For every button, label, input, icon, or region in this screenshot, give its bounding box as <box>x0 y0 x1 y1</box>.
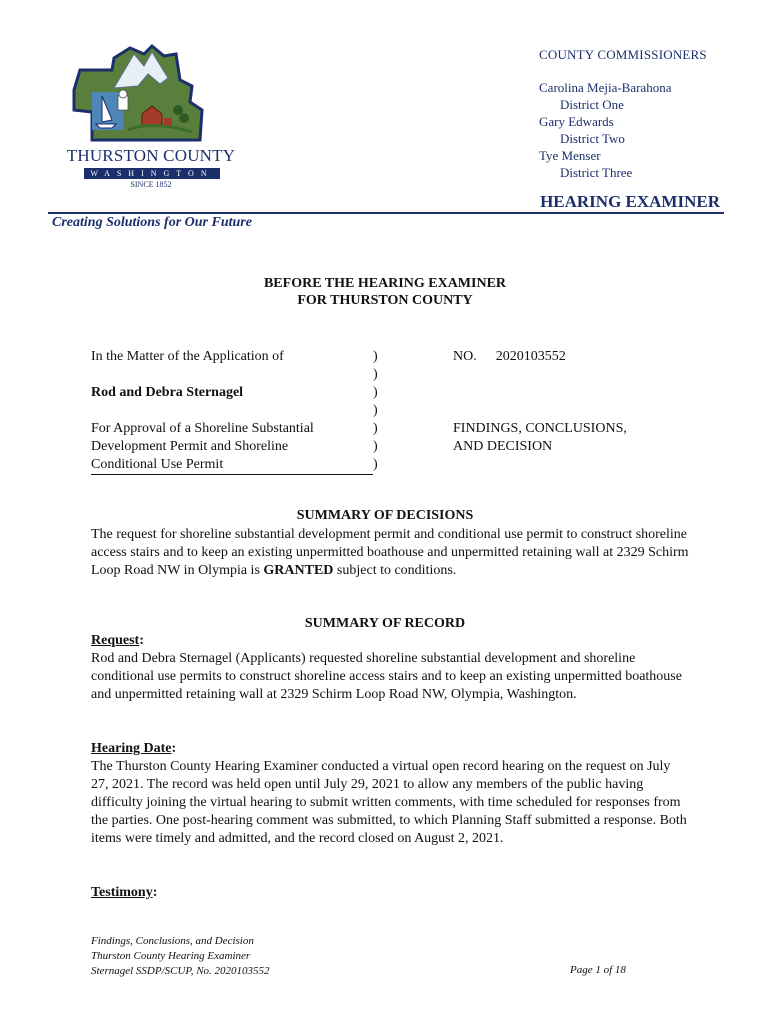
hearing-text: The Thurston County Hearing Examiner conducted a virtual open record hearing on the request on July 27, 2021. The record was held open until July 29, 2021 to allow any members of the public having difficulty joining the virtual hearing to submit written comments, with time scheduled for responses from the parties. One post-hearing comment was submitted, to which Planning Staff submitted a response. Both items were timely and admitted, and the record closed on August 2, 2021. <box>91 759 687 846</box>
commissioners-block <box>539 46 749 181</box>
colon: : <box>139 633 144 648</box>
paren: ) <box>373 403 378 418</box>
colon: : <box>152 885 158 900</box>
summary-decisions-text <box>91 526 691 580</box>
paren: ) <box>373 367 378 382</box>
summary-decisions-heading: SUMMARY OF DECISIONS <box>296 508 474 523</box>
caption-parentheses <box>373 348 383 474</box>
commissioner-name: Tye Menser <box>539 148 601 163</box>
caption-matter: In the Matter of the Application of <box>91 349 284 364</box>
caption-purpose-2: Development Permit and Shoreline <box>91 439 289 454</box>
tagline: Creating Solutions for Our Future <box>52 215 252 230</box>
decision-result: GRANTED <box>263 563 334 578</box>
heading-line-1: BEFORE THE HEARING EXAMINER <box>263 276 507 291</box>
paren: ) <box>373 349 378 364</box>
summary-record-heading: SUMMARY OF RECORD <box>304 616 466 631</box>
heading-line-2: FOR THURSTON COUNTY <box>297 293 473 308</box>
request-label: Request <box>91 633 140 648</box>
page-number: Page 1 of 18 <box>570 964 626 976</box>
county-name: THURSTON COUNTY <box>66 146 236 165</box>
testimony-section <box>91 884 691 902</box>
case-number-label: NO. <box>453 349 477 364</box>
page-footer <box>91 934 270 979</box>
hearing-label: Hearing Date <box>91 741 172 756</box>
paren: ) <box>373 439 378 454</box>
testimony-label: Testimony <box>91 885 153 900</box>
county-map-seal-icon <box>52 40 252 150</box>
colon: : <box>171 741 177 756</box>
doc-type-line-1: FINDINGS, CONCLUSIONS, <box>453 421 627 436</box>
decision-text-end: subject to conditions. <box>333 563 457 578</box>
commissioner-district: District Three <box>560 165 633 180</box>
footer-line-2: Thurston County Hearing Examiner <box>91 950 251 962</box>
commissioner-name: Gary Edwards <box>539 114 614 129</box>
paren: ) <box>373 421 378 436</box>
paren: ) <box>373 385 378 400</box>
header-divider <box>48 212 724 214</box>
footer-line-3: Sternagel SSDP/SCUP, No. 2020103552 <box>91 965 270 977</box>
footer-line-1: Findings, Conclusions, and Decision <box>91 935 254 947</box>
hearing-section <box>91 740 691 848</box>
request-text: Rod and Debra Sternagel (Applicants) requested shoreline substantial development and shoreline conditional use permits to construct shoreline access stairs and to keep an existing unpermitted boathouse and unpermitted retaining wall at 2329 Schirm Loop Road NW, Olympia, Washington. <box>91 651 682 702</box>
decision-text: The request for shoreline substantial development permit and conditional use permit to construct shoreline access stairs and to keep an existing unpermitted boathouse and unpermitted retaining wall at 2329 Schirm Loop Road NW in Olympia is <box>91 527 689 578</box>
state-banner: WASHINGTON <box>84 168 220 179</box>
caption-applicants: Rod and Debra Sternagel <box>91 385 244 400</box>
commissioners-heading: COUNTY COMMISSIONERS <box>539 47 707 62</box>
case-number-value: 2020103552 <box>495 349 566 364</box>
commissioner-district: District One <box>560 97 624 112</box>
since-year: SINCE 1852 <box>130 180 172 189</box>
office-title: HEARING EXAMINER <box>540 192 720 211</box>
request-section <box>91 632 691 704</box>
doc-type-line-2: AND DECISION <box>453 439 553 454</box>
caption-purpose-1: For Approval of a Shoreline Substantial <box>91 421 314 436</box>
case-number <box>453 348 693 366</box>
commissioner-district: District Two <box>560 131 625 146</box>
commissioner-name: Carolina Mejia-Barahona <box>539 80 672 95</box>
paren: ) <box>373 457 378 472</box>
caption-purpose-3: Conditional Use Permit <box>91 456 373 475</box>
